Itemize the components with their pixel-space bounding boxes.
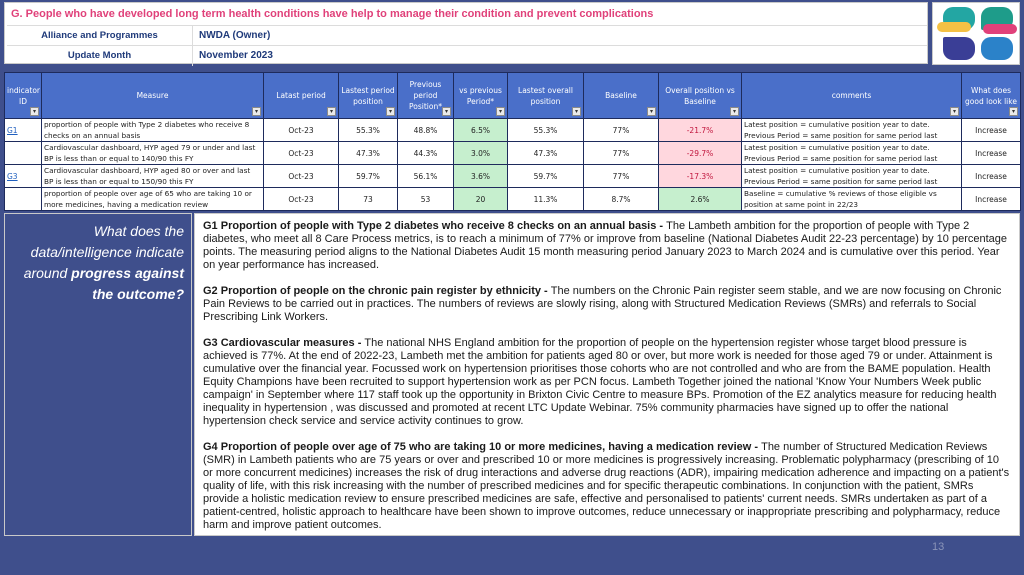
indicator-id-link[interactable]: G3 bbox=[5, 165, 42, 188]
table-row bbox=[5, 165, 1021, 188]
logo-shape bbox=[981, 37, 1013, 60]
col-header-latest-overall[interactable]: Lastest overall position ▾ bbox=[508, 73, 584, 119]
filter-dropdown-icon[interactable]: ▾ bbox=[496, 107, 505, 116]
good-looks-like-cell: Increase bbox=[962, 119, 1021, 142]
alliance-label: Alliance and Programmes bbox=[7, 26, 193, 46]
col-header-latest-period[interactable]: Latast period ▾ bbox=[264, 73, 339, 119]
latest-position-cell: 55.3% bbox=[339, 119, 398, 142]
narrative-paragraph bbox=[203, 337, 1011, 428]
narrative-heading: G4 Proportion of people over age of 75 who are taking 10 or more medicines, having a medication review - bbox=[203, 441, 762, 453]
col-header-latest-position[interactable]: Lastest period position ▾ bbox=[339, 73, 398, 119]
table-header-row bbox=[5, 73, 1021, 119]
latest-position-cell: 73 bbox=[339, 188, 398, 211]
measure-cell: Cardiovascular dashboard, HYP aged 80 or over and last BP is less than or equal to 150/90 this FY bbox=[42, 165, 264, 188]
narrative-body: The national NHS England ambition for the proportion of people on the hypertension register whose target blood pressure is achieved is 77%. At the end of 2022-23, Lambeth met the ambition for patients aged 80 or over, but more work is needed for those aged 79 or under. Attainment is cumulative over the financial year. Focussed work on hypertension prioritises those cohorts who are not controlled and who are from the BAME population. Health Equity Champions have been recruited to support hypertension work as per PCN focus. Lambeth Together joined the national 'Know Your Numbers Week public campaign' in September where 117 staff took up the opportunity in Brixton Civic Centre to measure BPs. Promotion of the EZ analytics measure for reducing health inequality in hypertension , was discussed and promoted at recent LTC Update Webinar. 75% community pharmacies have signed up to offer the national hypertension check service and service activity continues to grow. bbox=[203, 337, 997, 427]
filter-dropdown-icon[interactable]: ▾ bbox=[950, 107, 959, 116]
header-row-alliance bbox=[7, 26, 927, 46]
vs-previous-cell: 20 bbox=[454, 188, 508, 211]
col-header-good-looks-like[interactable]: What does good look like ▾ bbox=[962, 73, 1021, 119]
narrative-heading: G3 Cardiovascular measures - bbox=[203, 337, 365, 349]
narrative-body: The number of Structured Medication Reviews (SMR) in Lambeth patients who are 75 years or over and prescribed 10 or more medicines is progressively increasing. Problematic polypharmacy (prescribing of 10 or more concurrent medicines) increases the risk of drug interactions and adverse drug reactions (ADR), impairing medication adherence and impacting on a patient's quality of life, with this risk increasing with the number of prescribed medicines and for specific therapeutic combinations. In conjunction with the patient, SMRs provide a holistic medication review to ensure prescribed medicines are safe, effective and personalised to patients' current needs. SMRs undertaken as part of a patient-centred, holistic approach to healthcare have been shown to improve outcomes, reduce unnecessary or inappropriate prescribing and polypharmacy, reduce harm and improve patient outcomes. bbox=[203, 441, 1010, 531]
narrative-heading: G1 Proportion of people with Type 2 diabetes who receive 8 checks on an annual basis - bbox=[203, 220, 667, 232]
filter-dropdown-icon[interactable]: ▾ bbox=[572, 107, 581, 116]
question-panel bbox=[4, 213, 192, 536]
question-emphasis: progress against the outcome? bbox=[71, 265, 184, 302]
col-header-previous-position[interactable]: Previous period Position* ▾ bbox=[398, 73, 454, 119]
organisation-logo bbox=[932, 2, 1020, 65]
col-header-overall-vs-baseline[interactable]: Overall position vs Baseline ▾ bbox=[659, 73, 742, 119]
question-text bbox=[4, 221, 184, 305]
update-month-value: November 2023 bbox=[199, 50, 273, 61]
latest-overall-cell: 11.3% bbox=[508, 188, 584, 211]
latest-overall-cell: 59.7% bbox=[508, 165, 584, 188]
filter-dropdown-icon[interactable]: ▾ bbox=[386, 107, 395, 116]
narrative-paragraph bbox=[203, 441, 1011, 532]
narrative-body: The numbers on the Chronic Pain register seem stable, and we are now focusing on Chronic Pain Reviews to be carried out in practices. The numbers of reviews are slowly rising, along with Structured Medication Reviews (SMRs) and referrals to Social Prescribing Link Workers. bbox=[203, 285, 1002, 323]
latest-position-cell: 59.7% bbox=[339, 165, 398, 188]
previous-position-cell: 44.3% bbox=[398, 142, 454, 165]
logo-shape bbox=[943, 37, 975, 60]
good-looks-like-cell: Increase bbox=[962, 188, 1021, 211]
period-cell: Oct-23 bbox=[264, 165, 339, 188]
vs-baseline-cell: 2.6% bbox=[659, 188, 742, 211]
period-cell: Oct-23 bbox=[264, 142, 339, 165]
page-number: 13 bbox=[932, 541, 945, 553]
baseline-cell: 8.7% bbox=[584, 188, 659, 211]
previous-position-cell: 48.8% bbox=[398, 119, 454, 142]
indicator-id-cell bbox=[5, 188, 42, 211]
vs-previous-cell: 3.0% bbox=[454, 142, 508, 165]
narrative-body: The Lambeth ambition for the proportion of people with Type 2 diabetes, who meet all 8 Care Process metrics, is to reach a minimum of 77% or improve from baseline (National Diabetes Audit 22-23 percentage) by 10 percentage points. The measuring period aligns to the National Diabetes Audit 15 month measuring period January 2023 to March 2024 and is cumulative over this period. Year on year performance has increased. bbox=[203, 220, 1008, 271]
table-row bbox=[5, 188, 1021, 211]
vs-baseline-cell: -29.7% bbox=[659, 142, 742, 165]
col-header-indicator-id[interactable]: indicator ID ▾ bbox=[5, 73, 42, 119]
period-cell: Oct-23 bbox=[264, 119, 339, 142]
good-looks-like-cell: Increase bbox=[962, 165, 1021, 188]
comments-cell: Latest position = cumulative position year to date. Previous Period = same position for same period last bbox=[742, 119, 962, 142]
vs-baseline-cell: -17.3% bbox=[659, 165, 742, 188]
logo-shape bbox=[983, 24, 1017, 34]
filter-dropdown-icon[interactable]: ▾ bbox=[647, 107, 656, 116]
header-row-update-month bbox=[7, 46, 927, 66]
comments-cell: Latest position = cumulative position year to date. Previous Period = same position for same period last bbox=[742, 142, 962, 165]
narrative-paragraph bbox=[203, 220, 1011, 272]
period-cell: Oct-23 bbox=[264, 188, 339, 211]
col-header-comments[interactable]: comments ▾ bbox=[742, 73, 962, 119]
good-looks-like-cell: Increase bbox=[962, 142, 1021, 165]
table-row bbox=[5, 142, 1021, 165]
col-header-measure[interactable]: Measure ▾ bbox=[42, 73, 264, 119]
col-header-vs-previous[interactable]: vs previous Period* ▾ bbox=[454, 73, 508, 119]
comments-cell: Baseline = cumulative % reviews of those eligible vs position at same point in 22/23 bbox=[742, 188, 962, 211]
logo-shape bbox=[937, 22, 971, 32]
measure-cell: proportion of people with Type 2 diabetes who receive 8 checks on an annual basis bbox=[42, 119, 264, 142]
vs-previous-cell: 6.5% bbox=[454, 119, 508, 142]
measure-cell: Cardiovascular dashboard, HYP aged 79 or under and last BP is less than or equal to 140/90 this FY bbox=[42, 142, 264, 165]
indicator-id-cell bbox=[5, 142, 42, 165]
filter-dropdown-icon[interactable]: ▾ bbox=[30, 107, 39, 116]
question-lead: What does the data/intelligence indicate around bbox=[23, 223, 184, 281]
comments-cell: Latest position = cumulative position year to date. Previous Period = same position for same period last bbox=[742, 165, 962, 188]
previous-position-cell: 53 bbox=[398, 188, 454, 211]
alliance-value: NWDA (Owner) bbox=[199, 30, 271, 41]
page-title: G. People who have developed long term health conditions have help to manage their condition and prevent complications bbox=[7, 4, 927, 26]
previous-position-cell: 56.1% bbox=[398, 165, 454, 188]
baseline-cell: 77% bbox=[584, 165, 659, 188]
filter-dropdown-icon[interactable]: ▾ bbox=[252, 107, 261, 116]
col-header-baseline[interactable]: Baseline ▾ bbox=[584, 73, 659, 119]
narrative-heading: G2 Proportion of people on the chronic pain register by ethnicity - bbox=[203, 285, 551, 297]
indicator-id-link[interactable]: G1 bbox=[5, 119, 42, 142]
baseline-cell: 77% bbox=[584, 119, 659, 142]
measure-cell: proportion of people over age of 65 who are taking 10 or more medicines, having a medication review bbox=[42, 188, 264, 211]
filter-dropdown-icon[interactable]: ▾ bbox=[730, 107, 739, 116]
indicator-table bbox=[4, 72, 1021, 211]
filter-dropdown-icon[interactable]: ▾ bbox=[327, 107, 336, 116]
narrative-panel bbox=[194, 213, 1020, 536]
latest-position-cell: 47.3% bbox=[339, 142, 398, 165]
baseline-cell: 77% bbox=[584, 142, 659, 165]
filter-dropdown-icon[interactable]: ▾ bbox=[442, 107, 451, 116]
vs-previous-cell: 3.6% bbox=[454, 165, 508, 188]
latest-overall-cell: 55.3% bbox=[508, 119, 584, 142]
vs-baseline-cell: -21.7% bbox=[659, 119, 742, 142]
latest-overall-cell: 47.3% bbox=[508, 142, 584, 165]
header-panel bbox=[4, 2, 928, 64]
filter-dropdown-icon[interactable]: ▾ bbox=[1009, 107, 1018, 116]
update-month-label: Update Month bbox=[7, 46, 193, 66]
narrative-paragraph bbox=[203, 285, 1011, 324]
table-row bbox=[5, 119, 1021, 142]
